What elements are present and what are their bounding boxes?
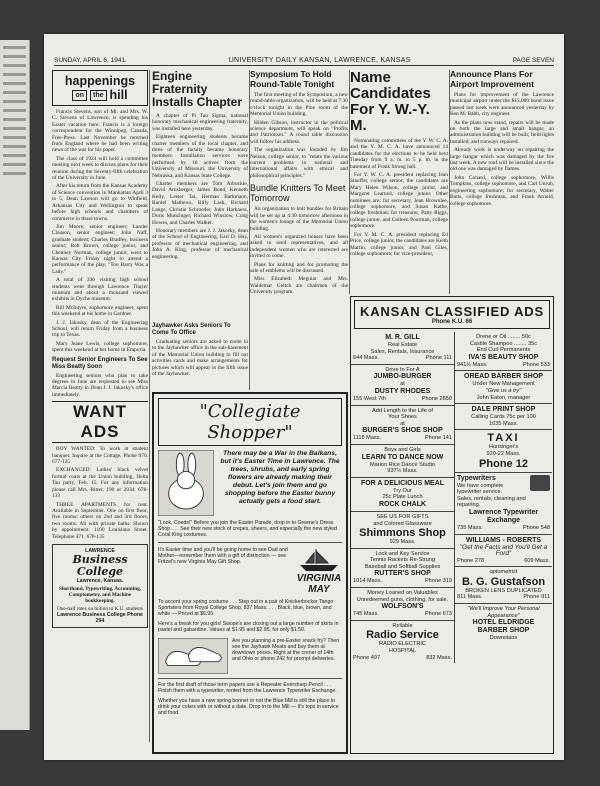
- classified-title: KANSAN CLASSIFIED ADS: [360, 304, 544, 319]
- airport-headline: Announce Plans For Airport Improvement: [450, 70, 535, 89]
- easter-rabbit-illustration: [158, 450, 214, 516]
- ad-line: HOTEL ELDRIDGE: [472, 619, 535, 627]
- collegiate-shopper-ad: [152, 392, 348, 754]
- ad-line: and Colored Glassware: [373, 520, 432, 527]
- ad-line: Under New Management: [472, 381, 535, 388]
- happenings-para: Bill McIntyre, sophomore engineer, spent this weekend at his home in Gardner.: [52, 304, 148, 318]
- college-ad-note: One-half rates on tuition to K.U. students: [57, 605, 143, 612]
- ad-phone: 609 Mass.: [524, 557, 550, 564]
- header-date: SUNDAY, APRIL 6, 1941.: [54, 57, 127, 64]
- ad-line: Drene or Oil ........ 50c: [476, 334, 531, 340]
- ad-line: BURGER'S SHOE SHOP: [362, 427, 443, 435]
- ad-line: DALE PRINT SHOP: [471, 406, 536, 414]
- ad-line: 25c Plate Lunch: [382, 494, 423, 501]
- classified-phone: Phone K.U. 66: [431, 319, 473, 325]
- ad-line: Downstairs: [489, 635, 518, 642]
- ad-line: "Get the Facts and You'll Get a Ford": [459, 543, 548, 558]
- classified-ad: [351, 549, 454, 588]
- classified-ad: [351, 332, 454, 365]
- engine-para: Charter members are Tom Arbuckle, David Arnsberger, James Bond, Kenneth Kelly, Lester Tai, Herman Barkmann, Bardel Mathews, Billy Lash, Richard Lange, Christie Schroeder, John Harkness, Doris Munzinger, Richard Winslow, Craig Howes, and Charles Walker.: [152, 181, 248, 226]
- ad-line: RADIO ELECTRIC: [379, 641, 426, 648]
- ad-phone: 832 Mass.: [426, 654, 452, 661]
- ad-line: Try Our: [393, 487, 412, 494]
- ad-line: 1035 Mass.: [489, 420, 518, 427]
- ad-line: Baseball and Softball Supplies: [364, 563, 441, 570]
- ad-line: SEE US FOR GIFTS: [376, 513, 429, 520]
- shopper-bonnet: Whether you have a new spring bonnet or not the Blue Mill is still the place to drink your cokes with or without a date. Drop in to the Mill — It's tops in service and food.: [158, 698, 339, 717]
- ad-line: Tennis Rackets Re-Strung: [370, 557, 435, 564]
- airport-para: As the plans now stand, repairs will be made on both the large and small hangar, an administration building will be built; field lights installed; and runways repaired.: [450, 119, 554, 145]
- ad-line: TAXI: [487, 432, 520, 445]
- classified-ad: [455, 473, 552, 535]
- ad-phone: Phone 319: [424, 578, 452, 585]
- ad-line: BARBER SHOP: [477, 627, 530, 635]
- want-ad: THREE APARTMENTS for rent. Available in September. One on first floor, five rooms; others on 2nd and 3rd floors, two rooms. All with private baths. Shown by appointment. 1100 Louisiana Street. Telephone 471. 678-135: [52, 501, 148, 540]
- ad-address: 735 Mass.: [457, 524, 483, 531]
- classified-right-column: [455, 332, 552, 663]
- ad-phone: Phone 673: [424, 611, 452, 618]
- classified-ads: [350, 296, 554, 754]
- engine-para: A chapter of Pi Tau Sigma, national honorary mechanical engineering fraternity, was installed here yesterday.: [152, 113, 248, 132]
- happenings-para: The class of 1924 will hold a committee meeting next week to discuss plans for their reunion during the Seventy-fifth celebration of the University in June.: [52, 155, 148, 182]
- classified-ad: [351, 512, 454, 549]
- shopper-jayhawk-meats: Are you planning a pre-Easter snack fry? Then see the Jayhawk Meats and buy them at downtown prices. Right at the corner of 14th and Ohio or phone 242 for prompt deliveries.: [232, 637, 340, 663]
- classified-ad: [455, 604, 552, 644]
- ad-line: Marion Rice Dance Studio: [370, 461, 435, 468]
- ad-address: 811 Mass.: [457, 594, 483, 601]
- want-ad: EXCHANGED: Ladies' black velvet formal coats at the Union building, Delta Tau party, Feb. 15. For any information please call Mrs. Ritter, 190 or 2934. 678-133: [52, 467, 148, 500]
- header-page-number: PAGE SEVEN: [512, 57, 554, 64]
- ad-line: Real Estate: [388, 342, 417, 348]
- engine-para: Honorary members are J. J. Jakosky, dean of the School of Engineering, Earl D. Hay, professor of mechanical engineering, and John A. King, professor of mechanical engineering.: [152, 227, 248, 260]
- happenings-para: Mary Jeane Lewis, college sophomore, spent this weekend at her home in Emporia.: [52, 340, 148, 354]
- ad-line: OREAD BARBER SHOP: [464, 373, 543, 381]
- ad-line: End Curl Permanents: [476, 347, 531, 354]
- ad-line: WILLIAMS - ROBERTS: [465, 536, 542, 544]
- ad-line: Hunsinger's: [488, 444, 519, 451]
- ad-phone: Phone 911: [523, 594, 550, 601]
- adjacent-page-edge: [0, 40, 30, 730]
- ad-line: JUMBO-BURGER: [373, 373, 432, 381]
- ad-address: 1014 Mass.: [353, 578, 382, 585]
- shopper-gift: Here's a break for you girls! Swope's are closing out a large number of skirts in pastel and gabardine. Values at $1.95 and $2.95, for only $1.50.: [158, 621, 339, 634]
- happenings-on: on: [72, 90, 87, 101]
- classified-ad: [351, 621, 454, 663]
- classified-ad: [455, 430, 552, 472]
- happenings-para: After his return from the Kansas Academy of Science convention in Manhattan April 3 to 5, Dean Lawson will go to Winfield, Arkansas City and Wellington to speak before high schools and chambers of commerce in those towns.: [52, 183, 148, 222]
- shopper-look: "Look, Coeds!" Before you join the Easter Parade, drop in to Greene's Dress Shop . . . See their new stock of crepes, sheers, and especially the new styled Coral King costumes.: [158, 520, 342, 543]
- virginia-may-logo: VIRGINIA MAY: [296, 572, 342, 595]
- ad-address: 1118 Mass.: [353, 435, 382, 442]
- knitters-para: An organization to knit bundles for Britain will be set up at 4:30 tomorrow afternoon in the women's lounge of the Memorial Union building.: [250, 206, 348, 232]
- college-ad-footer: Lawrence Business College Phone 294: [57, 611, 143, 624]
- newspaper-page: [44, 34, 564, 760]
- engine-para: Eighteen engineering students became charter members of the local chapter, and three of the faculty became honorary members. Installation services were performed by 18 actives from the University of Missouri, the University of Nebraska, and Kansas State College.: [152, 134, 248, 179]
- ad-line: Typewriters: [457, 474, 496, 482]
- jayhawker-headline: Jayhawker Asks Seniors To Come To Office: [152, 323, 231, 336]
- shopper-pencil: For the first draft of those term papers use a Repeater Eversharp Pencil . . . Finish them with a typewriter, rented from the Lawrence Typewriter Exchange.: [158, 678, 342, 694]
- ad-line: LEARN TO DANCE NOW: [361, 453, 444, 461]
- happenings-para: Francis Stevens, son of Mr. and Mrs. W. C. Stevens of Lawrence, is spending his Easter vacation here. Francis is a foreign correspondent for the Winnipeg, Canada, Free-Press. Last November he returned from England where he had been writing news of the war for his paper.: [52, 109, 148, 154]
- ad-line: Lawrence Typewriter Exchange: [468, 508, 539, 524]
- happenings-body: [52, 109, 148, 354]
- classified-ad: [351, 406, 454, 445]
- classified-ad: [455, 404, 552, 430]
- classified-left-column: [351, 332, 455, 663]
- knitters-para: Plans for knitting and for promoting the sale of emblems will be discussed.: [250, 261, 348, 274]
- candidates-para: Nominating committees of the Y. W. C. A. and the Y. M. C. A. have announced 14 candidates for the elections to be held next Tuesday from 9 a. m. to 5 p. m. in the basement of Frank Strong hall.: [350, 138, 448, 170]
- column-candidates: [350, 70, 448, 290]
- happenings-title: happenings: [64, 74, 136, 88]
- ad-line: WOLFSON'S: [381, 603, 424, 611]
- ad-line: Add Length to the Life of: [372, 407, 433, 414]
- ad-line: at: [400, 381, 405, 388]
- ad-line: 920-22 Mass.: [486, 450, 521, 457]
- ad-line: Sales, rentals, cleaning and repairing.: [457, 495, 526, 509]
- college-ad-body: Shorthand, Typewriting, Accounting, Comptometry, and Machine bookkeeping.: [58, 585, 142, 604]
- ad-address: 745 Mass.: [353, 611, 379, 618]
- business-college-ad: [52, 544, 148, 628]
- ad-line: Boys and Girls: [384, 446, 421, 453]
- ad-line: Lock and Key Service: [375, 550, 430, 557]
- happenings-the: the: [90, 90, 107, 101]
- happenings-para: A total of 336 visiting high school students went through Lawrence Thayer museum and about a thousand viewed exhibits in Dyche museum.: [52, 277, 148, 303]
- want-ad: BOY WANTED: To work at student banquet. Inquire at the Cottage. Phone 970. 677-125: [52, 446, 148, 466]
- ad-line: Castile Shampoo ........ 35c: [469, 340, 538, 347]
- jayhawker-para: Graduating seniors are asked to come in to the Jayhawker office in the sub-basement of the Memorial Union building to fill out activities cards and make arrangements for pictures which will appear in the fifth issue of the Jayhawker.: [152, 339, 248, 378]
- ad-address: Phone 278: [457, 557, 485, 564]
- happenings-para: J. J. Jakosky, dean of the Engineering School, will return Friday from a business trip to Texas.: [52, 319, 148, 339]
- column-airport: [450, 70, 554, 290]
- happenings-masthead: [52, 70, 148, 106]
- ad-line: FOR A DELICIOUS MEAL: [360, 479, 445, 487]
- page-header: [54, 54, 554, 66]
- college-ad-place: Lawrence, Kansas.: [76, 577, 124, 584]
- classified-ad: [351, 445, 454, 478]
- ad-line: optometrist: [489, 569, 518, 576]
- ad-address: 941½ Mass.: [457, 361, 488, 368]
- ad-phone: Phone 548: [522, 524, 550, 531]
- ship-icon: [296, 547, 342, 573]
- knitters-para: Miss Elizabeth Meguiar and Mrs. Waldemar Geltch are chairmen of the University program.: [250, 276, 348, 296]
- column-symposium: [250, 70, 348, 390]
- want-ads-list: [52, 446, 148, 540]
- ad-line: Radio Service: [366, 629, 439, 642]
- ad-line: John Eaton, manager: [476, 394, 531, 401]
- header-paper-name: UNIVERSITY DAILY KANSAN, LAWRENCE, KANSAS: [228, 57, 411, 64]
- shopper-costume: To accent your spring costume . . . Step out in a pair of Knickerbocker Tango Sportsters from Royal College Shop, 837 Mass. . . . Black, blue, brown, and white — Priced at $6.95.: [158, 598, 334, 618]
- jayhawker-article: [152, 320, 248, 379]
- ad-phone: Phone 533: [522, 361, 550, 368]
- college-ad-top: LAWRENCE: [85, 547, 115, 554]
- ad-line: B. G. Gustafson: [461, 575, 546, 588]
- ad-line: We have complete typewriter service.: [457, 482, 504, 496]
- classified-ad: [351, 588, 454, 621]
- ad-line: HOSPITAL: [388, 648, 417, 655]
- shopper-title: "Collegiate Shopper": [158, 398, 342, 446]
- airport-para: Already work is underway on repairing the large hangar which was damaged by the fire last week. A new roof will be installed since the old one was damaged by flames.: [450, 147, 554, 173]
- classified-ad: [351, 478, 454, 512]
- ad-line: BROKEN LENS DUPLICATED: [465, 587, 542, 594]
- shopper-easter: It's Easter time and you'll be going home to see Dad and Mother—remember them with a gift of distinction — see Fritzel's new Virginia May Gift Shop.: [158, 546, 288, 566]
- senior-engineers-headline: Request Senior Engineers To See Miss Beatty Soon: [52, 356, 148, 370]
- airport-para: John Conard, college sophomore, Willis Tompkins, college sophomore, and Carl Unruh, engineering sophomore; for secretary, Walter Butts, college freshman, and Frank Arnold, college sophomore.: [450, 174, 554, 207]
- candidates-para: For Y. W. C. A. president replacing Jean Stauffer, college senior, the candidates are Mary Helen Wilson, college junior, and Margaret Learned, college junior. Other nominees are: for secretary, Jean Brownlee, college sophomore, and Susan Kathe, college freshman; for treasurer, Patty Riggs, college junior, and Colleen Poorman, college sophomore.: [350, 172, 448, 230]
- ad-line: Reliable: [392, 622, 413, 629]
- ad-address: 155 West 7th: [353, 395, 386, 402]
- senior-engineers-para: Engineering seniors who plan to take degrees in June are requested to see Miss Marcia Beatty in Dean J. J. Jakosky's office immediately.: [52, 372, 148, 398]
- ad-line: Your Shoes: [388, 414, 417, 421]
- ad-phone: Phone 141: [424, 435, 452, 442]
- classified-ad: [455, 567, 552, 604]
- happenings-para: Jim Moore, senior engineer; Lander Clauson, senior engineer; John Naff, graduate student; Charles Bradley, business senior; Bob Brown, college junior, and Chenney Norman, college junior, went to Kansas City Friday night to attend a performance of the play, "Too Barry Was a Lady.": [52, 223, 148, 275]
- shopper-lead: There may be a War in the Balkans, but it's Easter Time in Lawrence. The trees, shrubs, and early spring flowers are already making their debut. Let's join them and go shopping before the Easter bunny actually gets a food start.: [220, 450, 340, 505]
- classified-ad: [351, 365, 454, 406]
- ad-line: IVA'S BEAUTY SHOP: [468, 353, 539, 361]
- ad-line: "Give us a try": [485, 387, 522, 394]
- ad-line: at: [400, 420, 405, 427]
- classified-ad: [455, 535, 552, 568]
- symposium-para: The first meeting of the Symposium, a new round-table organization, will be held at 7:30 o'clock tonight in the Pine room of the Memorial Union building.: [250, 92, 348, 118]
- ad-address: 644 Mass.: [353, 355, 379, 362]
- shoes-illustration: [158, 638, 228, 674]
- candidates-para: For Y. M. C. A. president replacing Ed Price, college junior, the candidates are Keith Martin, college junior, and Paul Giles, college sophomore; for vice-president,: [350, 231, 448, 257]
- ad-line: M. R. GILL: [385, 334, 420, 341]
- knitters-headline: Bundle Knitters To Meet Tomorrow: [250, 183, 346, 204]
- ad-line: Phone 12: [479, 457, 528, 470]
- ad-phone: Phone 2850: [421, 395, 452, 402]
- want-ads-title: WANT ADS: [52, 401, 148, 443]
- ad-line: RUTTER'S SHOP: [374, 570, 431, 578]
- ad-address: Phone 497: [353, 654, 381, 661]
- candidates-headline: Name Candidates For Y. W.-Y. M.: [350, 70, 431, 134]
- ad-phone: Phone 111: [425, 355, 452, 362]
- ad-line: Unredeemed guns, clothing, for sale.: [356, 596, 449, 603]
- ad-line: Shimmons Shop: [359, 527, 446, 540]
- typewriter-icon: [530, 475, 550, 491]
- ad-line: DUSTY RHODES: [374, 387, 431, 395]
- classified-ad: [455, 371, 552, 404]
- engine-headline: Engine Fraternity Installs Chapter: [152, 70, 243, 109]
- ad-line: Drive In For A: [385, 366, 420, 373]
- classified-title-box: [354, 300, 550, 329]
- classified-ad: [455, 332, 552, 371]
- ad-line: 929 Mass.: [389, 539, 416, 546]
- symposium-headline: Symposium To Hold Round-Table Tonight: [250, 70, 335, 89]
- ad-line: ROCK CHALK: [378, 500, 427, 508]
- symposium-para: Hilden Gibson, instructor in the political science department, will speak on "Profits and Patriotism." A round table discussion will follow his address.: [250, 119, 348, 145]
- college-ad-name: Business College: [72, 552, 128, 578]
- ad-line: 937½ Mass.: [387, 468, 418, 475]
- knitters-para: All women's organized houses have been asked to send representatives, and all independent women who are interested are invited to come.: [250, 233, 348, 260]
- ad-line: Sales, Rentals, Insurance: [370, 348, 435, 355]
- symposium-para: The organization was founded by Jim Nelson, college senior, to "relate the various current problems in national and international affairs with ethical and philosophical principles.": [250, 147, 348, 179]
- happenings-hill: hill: [109, 88, 128, 102]
- ad-line: Money Loaned on Valuables: [367, 590, 438, 597]
- column-happenings: [52, 70, 148, 740]
- ad-line: Calling Cards 75c per 100: [471, 414, 536, 421]
- ad-line: "We'll Improve Your Personal Appearance": [467, 606, 540, 619]
- airport-para: Plans for improvement of the Lawrence municipal airport under the $15,000 bond issue passed last week were announced yesterday by Ben M. Babb, city engineer.: [450, 92, 554, 118]
